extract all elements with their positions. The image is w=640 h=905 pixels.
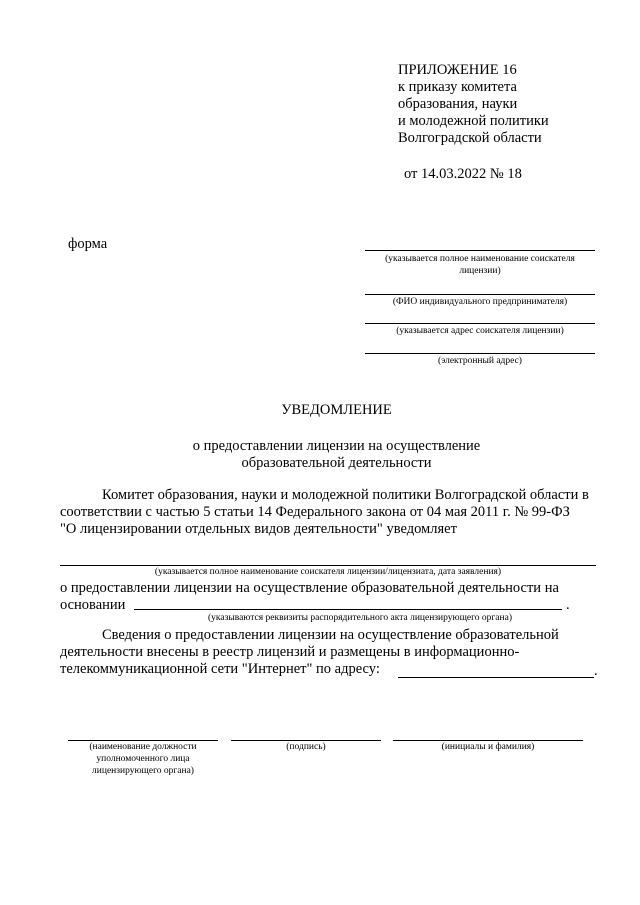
basis-period: .: [566, 597, 570, 613]
form-label: форма: [68, 236, 108, 252]
subtitle-line: образовательной деятельности: [241, 455, 432, 471]
paragraph-3: [60, 627, 610, 678]
recipient-name-line: [365, 250, 595, 251]
address-line: [398, 677, 594, 678]
appendix-title: ПРИЛОЖЕНИЕ 16: [398, 62, 517, 78]
basis-act-hint: (указываются реквизиты распорядительного акта лицензирующего органа): [207, 613, 512, 623]
paragraph-1: [60, 487, 610, 538]
basis-label: основании: [60, 597, 126, 613]
hint-text: лицензии): [459, 266, 501, 276]
signature-name-hint: (инициалы и фамилия): [441, 742, 535, 752]
signature-position-hint: [68, 741, 218, 777]
paragraph-line: деятельности внесены в реестр лицензий и размещены в информационно-: [60, 644, 520, 660]
recipient-fio-line: [365, 294, 595, 295]
address-period: .: [594, 663, 598, 679]
hint-text: лицензирующего органа): [92, 766, 194, 776]
hint-text: (наименование должности: [89, 742, 197, 752]
recipient-name-hint: [365, 253, 595, 277]
recipient-email-line: [365, 353, 595, 354]
recipient-fio-hint: (ФИО индивидуального предпринимателя): [392, 297, 568, 307]
paragraph-line: о предоставлении лицензии на осуществление образовательной деятельности на: [60, 580, 559, 596]
hint-text: (указывается полное наименование соискателя: [385, 254, 575, 264]
document-title: УВЕДОМЛЕНИЕ: [281, 402, 392, 418]
licensee-hint: (указывается полное наименование соискателя лицензии/лицензиата, дата заявления): [154, 567, 502, 577]
appendix-line: и молодежной политики: [398, 113, 549, 129]
appendix-date: от 14.03.2022 № 18: [404, 166, 522, 182]
paragraph-line: "О лицензировании отдельных видов деятельности" уведомляет: [60, 521, 457, 537]
recipient-address-hint: (указывается адрес соискателя лицензии): [396, 326, 564, 336]
document-subtitle: [0, 438, 640, 472]
appendix-line: образования, науки: [398, 96, 518, 112]
appendix-line: Волгоградской области: [398, 130, 542, 146]
signature-sign-hint: (подпись): [286, 742, 326, 752]
paragraph-line: соответствии с частью 5 статьи 14 Федерального закона от 04 мая 2011 г. № 99-ФЗ: [60, 504, 570, 520]
appendix-block: [398, 62, 618, 147]
recipient-email-hint: (электронный адрес): [438, 356, 522, 366]
paragraph-line: Комитет образования, науки и молодежной политики Волгоградской области в: [102, 487, 589, 503]
paragraph-line: Сведения о предоставлении лицензии на осуществление образовательной: [102, 627, 559, 643]
appendix-line: к приказу комитета: [398, 79, 517, 95]
subtitle-line: о предоставлении лицензии на осуществление: [192, 438, 481, 454]
basis-act-line: [134, 609, 562, 610]
hint-text: уполномоченного лица: [96, 754, 190, 764]
paragraph-line: телекоммуникационной сети "Интернет" по адресу:: [60, 661, 380, 677]
recipient-address-line: [365, 323, 595, 324]
